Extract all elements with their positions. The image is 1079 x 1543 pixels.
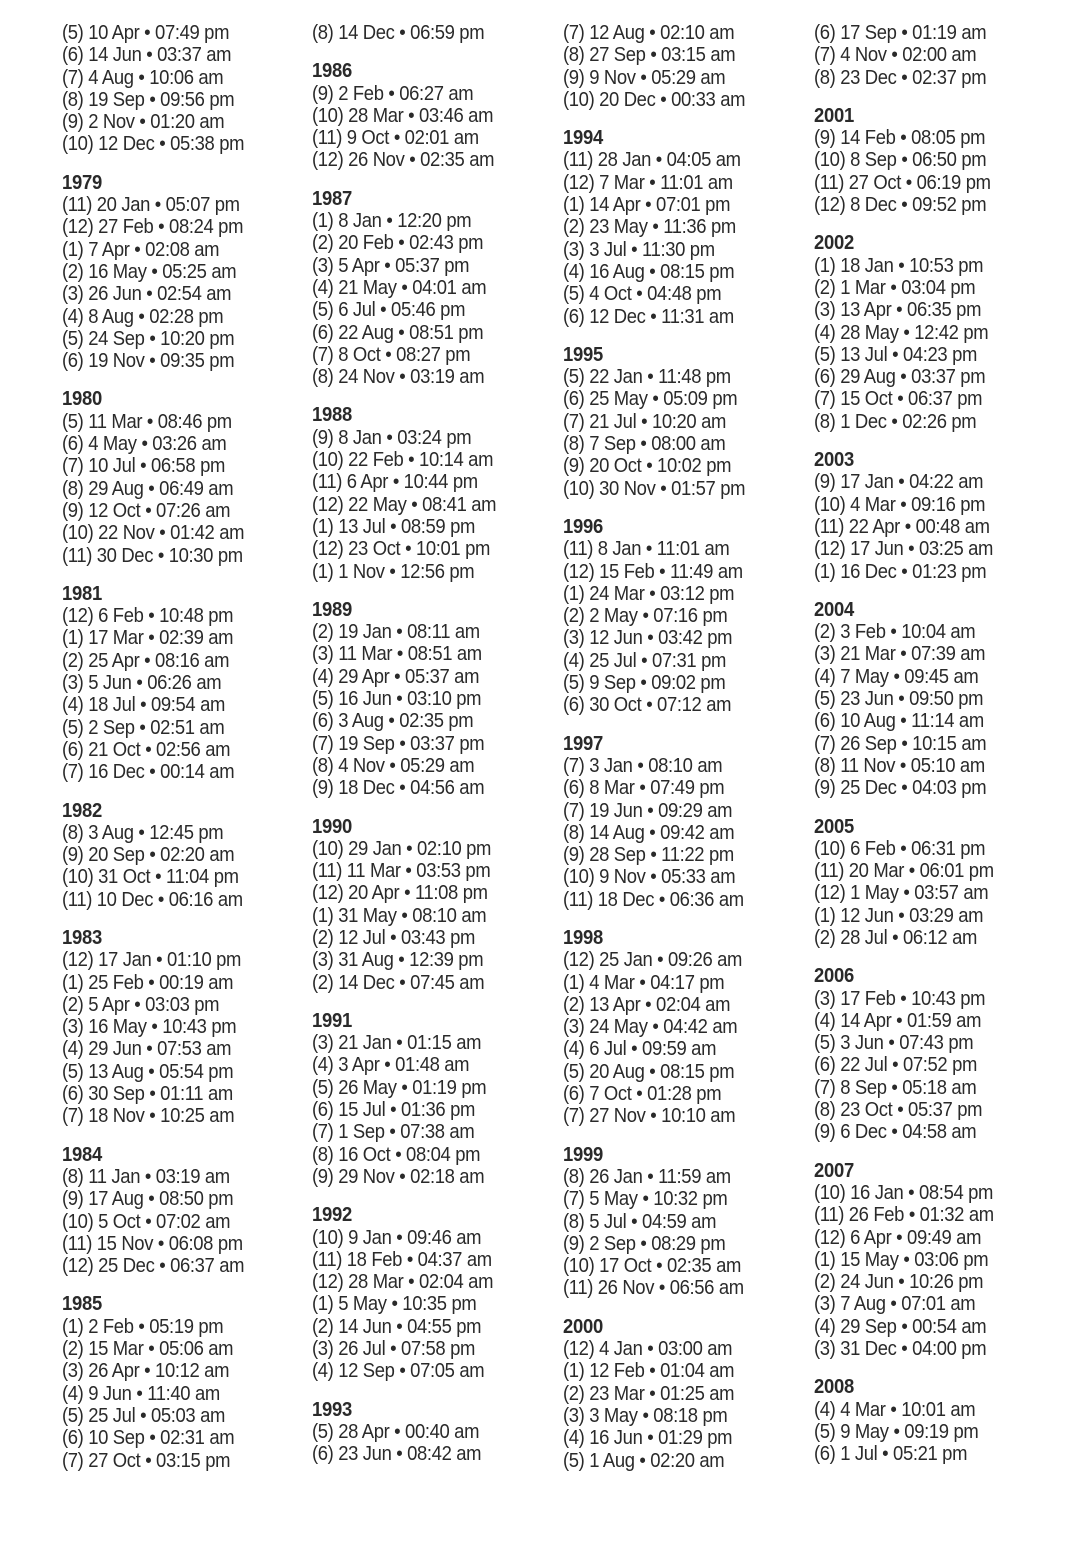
date-entry: (5) 6 Jul • 05:46 pm xyxy=(312,298,466,322)
date-entry: (1) 31 May • 08:10 am xyxy=(312,903,487,927)
date-entry: (10) 16 Jan • 08:54 pm xyxy=(814,1180,994,1204)
date-entry: (11) 18 Dec • 06:36 am xyxy=(563,887,744,911)
date-entry: (12) 17 Jun • 03:25 am xyxy=(814,537,994,561)
date-entry: (1) 8 Jan • 12:20 pm xyxy=(312,209,472,233)
year-section xyxy=(814,1160,1064,1361)
date-entry: (12) 6 Apr • 09:49 am xyxy=(814,1225,982,1249)
date-entry: (4) 6 Jul • 09:59 am xyxy=(563,1037,717,1061)
date-entry: (11) 15 Nov • 06:08 pm xyxy=(62,1231,243,1255)
date-entry: (4) 28 May • 12:42 pm xyxy=(814,320,989,344)
date-entry: (9) 2 Sep • 08:29 pm xyxy=(563,1231,726,1255)
date-entry: (6) 25 May • 05:09 pm xyxy=(563,387,738,411)
date-entry: (12) 28 Mar • 02:04 am xyxy=(312,1270,494,1294)
date-entry: (2) 3 Feb • 10:04 am xyxy=(814,620,976,644)
date-entry: (4) 29 Apr • 05:37 am xyxy=(312,664,480,688)
year-heading: 2001 xyxy=(814,103,854,127)
date-entry: (9) 17 Aug • 08:50 pm xyxy=(62,1187,234,1211)
year-section xyxy=(814,965,1064,1143)
date-entry: (3) 31 Dec • 04:00 pm xyxy=(814,1337,987,1361)
date-entry: (8) 29 Aug • 06:49 am xyxy=(62,476,234,500)
date-entry: (4) 4 Mar • 10:01 am xyxy=(814,1397,976,1421)
date-entry: (1) 16 Dec • 01:23 pm xyxy=(814,559,987,583)
date-entry: (6) 17 Sep • 01:19 am xyxy=(814,21,987,44)
year-section xyxy=(312,816,562,994)
year-heading: 2005 xyxy=(814,814,854,838)
date-entry: (7) 21 Jul • 10:20 am xyxy=(563,409,726,433)
year-heading: 1983 xyxy=(62,925,102,949)
date-entry: (10) 22 Nov • 01:42 am xyxy=(62,521,245,545)
date-entry: (7) 3 Jan • 08:10 am xyxy=(563,753,723,777)
date-entry: (8) 23 Oct • 05:37 pm xyxy=(814,1098,983,1122)
date-entry: (7) 15 Oct • 06:37 pm xyxy=(814,387,983,411)
date-entry: (1) 1 Nov • 12:56 pm xyxy=(312,559,475,583)
date-entry: (5) 23 Jun • 09:50 pm xyxy=(814,687,984,711)
date-entry: (4) 29 Jun • 07:53 am xyxy=(62,1037,232,1061)
date-entry: (6) 29 Aug • 03:37 pm xyxy=(814,365,986,389)
date-entry: (4) 9 Jun • 11:40 am xyxy=(62,1381,220,1405)
date-entry: (8) 24 Nov • 03:19 am xyxy=(312,365,485,389)
date-entry: (7) 27 Nov • 10:10 am xyxy=(563,1104,736,1128)
date-entry: (7) 10 Jul • 06:58 pm xyxy=(62,454,225,478)
date-entry: (5) 28 Apr • 00:40 am xyxy=(312,1419,480,1443)
year-heading: 1992 xyxy=(312,1203,352,1227)
year-section xyxy=(62,172,312,373)
date-entry: (12) 23 Oct • 10:01 pm xyxy=(312,537,491,561)
date-entry: (5) 13 Jul • 04:23 pm xyxy=(814,342,977,366)
date-entry: (6) 10 Sep • 02:31 am xyxy=(62,1426,235,1450)
date-entry: (5) 4 Oct • 04:48 pm xyxy=(563,282,722,306)
date-entry: (3) 12 Jun • 03:42 pm xyxy=(563,626,733,650)
date-entry: (9) 2 Feb • 06:27 am xyxy=(312,81,474,105)
date-entry: (8) 14 Aug • 09:42 am xyxy=(563,820,735,844)
date-entry: (4) 21 May • 04:01 am xyxy=(312,275,487,299)
date-entry: (2) 1 Mar • 03:04 pm xyxy=(814,275,976,299)
date-entry: (1) 4 Mar • 04:17 pm xyxy=(563,970,725,994)
year-heading: 2000 xyxy=(563,1314,603,1338)
date-entry: (12) 22 May • 08:41 am xyxy=(312,492,497,516)
date-entry: (6) 3 Aug • 02:35 pm xyxy=(312,709,474,733)
date-entry: (3) 5 Jun • 06:26 am xyxy=(62,671,222,695)
year-section xyxy=(814,1376,1064,1465)
date-entry: (5) 3 Jun • 07:43 pm xyxy=(814,1031,974,1055)
date-entry: (6) 12 Dec • 11:31 am xyxy=(563,304,734,328)
date-entry: (8) 11 Nov • 05:10 am xyxy=(814,753,985,777)
year-heading: 1997 xyxy=(563,731,603,755)
date-entry: (7) 19 Sep • 03:37 pm xyxy=(312,731,485,755)
date-entry: (6) 19 Nov • 09:35 pm xyxy=(62,349,235,373)
date-entry: (11) 28 Jan • 04:05 am xyxy=(563,148,741,172)
date-entry: (10) 22 Feb • 10:14 am xyxy=(312,448,494,472)
date-entry: (7) 1 Sep • 07:38 am xyxy=(312,1120,475,1144)
date-entry: (3) 13 Apr • 06:35 pm xyxy=(814,298,982,322)
year-heading: 1984 xyxy=(62,1142,102,1166)
date-entry: (8) 19 Sep • 09:56 pm xyxy=(62,87,235,111)
year-section xyxy=(312,60,562,171)
date-entry: (3) 5 Apr • 05:37 pm xyxy=(312,253,470,277)
date-entry: (5) 1 Aug • 02:20 am xyxy=(563,1448,725,1472)
date-entry: (7) 8 Sep • 05:18 am xyxy=(814,1075,977,1099)
date-entry: (10) 5 Oct • 07:02 am xyxy=(62,1209,231,1233)
year-section xyxy=(62,800,312,911)
date-entry: (5) 10 Apr • 07:49 pm xyxy=(62,21,230,44)
date-entry: (3) 26 Jul • 07:58 pm xyxy=(312,1337,475,1361)
date-entry: (10) 9 Jan • 09:46 am xyxy=(312,1225,482,1249)
date-entry: (3) 3 Jul • 11:30 pm xyxy=(563,237,715,261)
date-entry: (4) 8 Aug • 02:28 pm xyxy=(62,304,224,328)
date-entry: (8) 11 Jan • 03:19 am xyxy=(62,1164,230,1188)
date-entry: (2) 24 Jun • 10:26 pm xyxy=(814,1270,984,1294)
column-1 xyxy=(62,22,312,1472)
date-entry: (9) 2 Nov • 01:20 am xyxy=(62,110,225,134)
date-entry: (12) 27 Feb • 08:24 pm xyxy=(62,215,244,239)
date-entry: (11) 20 Jan • 05:07 pm xyxy=(62,193,240,217)
year-section xyxy=(312,1399,562,1466)
date-entry: (7) 27 Oct • 03:15 pm xyxy=(62,1448,231,1472)
date-entry: (4) 7 May • 09:45 am xyxy=(814,664,979,688)
date-entry: (9) 6 Dec • 04:58 am xyxy=(814,1120,977,1144)
date-entry: (3) 24 May • 04:42 am xyxy=(563,1015,738,1039)
date-entry: (5) 11 Mar • 08:46 pm xyxy=(62,409,232,433)
year-section xyxy=(563,927,813,1128)
year-heading: 1996 xyxy=(563,514,603,538)
year-section xyxy=(62,1293,312,1471)
date-entry: (4) 16 Aug • 08:15 pm xyxy=(563,259,735,283)
date-entry: (11) 10 Dec • 06:16 am xyxy=(62,887,243,911)
date-entry: (8) 1 Dec • 02:26 pm xyxy=(814,409,977,433)
date-entry: (11) 11 Mar • 03:53 pm xyxy=(312,859,491,883)
year-section xyxy=(312,404,562,582)
date-entry: (11) 26 Nov • 06:56 am xyxy=(563,1276,744,1300)
date-entry: (11) 8 Jan • 11:01 am xyxy=(563,537,730,561)
date-entry: (2) 16 May • 05:25 am xyxy=(62,259,237,283)
date-entry: (10) 6 Feb • 06:31 pm xyxy=(814,836,986,860)
date-entry: (6) 7 Oct • 01:28 pm xyxy=(563,1082,722,1106)
date-entry: (8) 5 Jul • 04:59 am xyxy=(563,1209,717,1233)
year-section xyxy=(814,816,1064,950)
date-entry: (3) 11 Mar • 08:51 am xyxy=(312,642,482,666)
date-entry: (10) 29 Jan • 02:10 pm xyxy=(312,836,492,860)
date-entry: (3) 26 Jun • 02:54 am xyxy=(62,282,232,306)
year-section xyxy=(814,599,1064,800)
date-entry: (5) 16 Jun • 03:10 pm xyxy=(312,687,482,711)
date-entry: (2) 23 May • 11:36 pm xyxy=(563,215,736,239)
date-entry: (1) 12 Jun • 03:29 am xyxy=(814,903,984,927)
date-entry: (5) 2 Sep • 02:51 am xyxy=(62,715,225,739)
date-entry: (9) 29 Nov • 02:18 am xyxy=(312,1164,485,1188)
date-entry: (7) 19 Jun • 09:29 am xyxy=(563,798,733,822)
date-entry: (4) 3 Apr • 01:48 am xyxy=(312,1053,470,1077)
date-entry: (5) 9 May • 09:19 pm xyxy=(814,1419,979,1443)
date-entry: (9) 12 Oct • 07:26 am xyxy=(62,498,231,522)
date-entry: (3) 21 Jan • 01:15 am xyxy=(312,1031,482,1055)
year-section xyxy=(312,1204,562,1382)
date-entry: (8) 23 Dec • 02:37 pm xyxy=(814,65,987,89)
date-entry: (8) 26 Jan • 11:59 am xyxy=(563,1164,731,1188)
year-heading: 2002 xyxy=(814,231,854,255)
year-heading: 1990 xyxy=(312,814,352,838)
date-entry: (1) 15 May • 03:06 pm xyxy=(814,1247,989,1271)
year-heading: 1993 xyxy=(312,1397,352,1421)
date-entry: (8) 7 Sep • 08:00 am xyxy=(563,432,726,456)
date-entry: (9) 18 Dec • 04:56 am xyxy=(312,776,485,800)
year-section xyxy=(814,449,1064,583)
year-heading: 1986 xyxy=(312,59,352,83)
date-entry: (6) 8 Mar • 07:49 pm xyxy=(563,776,725,800)
date-entry: (11) 26 Feb • 01:32 am xyxy=(814,1203,994,1227)
date-entry: (7) 26 Sep • 10:15 am xyxy=(814,731,987,755)
date-entry: (6) 22 Jul • 07:52 pm xyxy=(814,1053,977,1077)
date-entry: (10) 12 Dec • 05:38 pm xyxy=(62,132,245,156)
date-entry: (10) 28 Mar • 03:46 am xyxy=(312,103,494,127)
year-section xyxy=(814,105,1064,216)
date-entry: (10) 8 Sep • 06:50 pm xyxy=(814,148,987,172)
date-entry: (9) 9 Nov • 05:29 am xyxy=(563,65,726,89)
date-entry: (7) 4 Nov • 02:00 am xyxy=(814,43,977,67)
date-entry: (2) 23 Mar • 01:25 am xyxy=(563,1381,735,1405)
date-entry: (11) 22 Apr • 00:48 am xyxy=(814,514,990,538)
year-section xyxy=(563,1316,813,1472)
year-section xyxy=(563,22,813,111)
year-section xyxy=(312,22,562,44)
date-entry: (11) 9 Oct • 02:01 am xyxy=(312,126,479,150)
date-entry: (4) 16 Jun • 01:29 pm xyxy=(563,1426,733,1450)
year-section xyxy=(563,516,813,717)
year-heading: 1994 xyxy=(563,126,603,150)
date-entry: (3) 7 Aug • 07:01 am xyxy=(814,1292,976,1316)
date-entry: (12) 4 Jan • 03:00 am xyxy=(563,1337,733,1361)
date-entry: (5) 25 Jul • 05:03 am xyxy=(62,1403,225,1427)
date-entry: (3) 16 May • 10:43 pm xyxy=(62,1015,237,1039)
date-entry: (12) 17 Jan • 01:10 pm xyxy=(62,948,242,972)
date-entry: (3) 17 Feb • 10:43 pm xyxy=(814,986,986,1010)
year-section xyxy=(312,188,562,389)
date-entry: (1) 13 Jul • 08:59 pm xyxy=(312,514,475,538)
date-entry: (12) 7 Mar • 11:01 am xyxy=(563,170,733,194)
date-entry: (8) 14 Dec • 06:59 pm xyxy=(312,21,485,44)
column-3 xyxy=(563,22,813,1472)
year-section xyxy=(62,583,312,784)
date-entry: (4) 18 Jul • 09:54 am xyxy=(62,693,225,717)
date-entry: (8) 4 Nov • 05:29 am xyxy=(312,753,475,777)
date-entry: (12) 25 Jan • 09:26 am xyxy=(563,948,743,972)
year-section xyxy=(62,927,312,1128)
date-entry: (10) 31 Oct • 11:04 pm xyxy=(62,865,239,889)
date-entry: (8) 3 Aug • 12:45 pm xyxy=(62,820,224,844)
date-entry: (7) 16 Dec • 00:14 am xyxy=(62,760,235,784)
date-entry: (1) 25 Feb • 00:19 am xyxy=(62,970,234,994)
column-4 xyxy=(814,22,1064,1466)
date-entry: (6) 30 Oct • 07:12 am xyxy=(563,693,732,717)
date-entry: (4) 29 Sep • 00:54 am xyxy=(814,1314,987,1338)
date-listing-page xyxy=(0,22,1079,1522)
date-entry: (2) 28 Jul • 06:12 am xyxy=(814,925,977,949)
date-entry: (5) 22 Jan • 11:48 pm xyxy=(563,365,731,389)
date-entry: (6) 14 Jun • 03:37 am xyxy=(62,43,232,67)
date-entry: (6) 15 Jul • 01:36 pm xyxy=(312,1098,475,1122)
year-heading: 2003 xyxy=(814,448,854,472)
year-section xyxy=(814,232,1064,433)
date-entry: (2) 5 Apr • 03:03 pm xyxy=(62,992,220,1016)
year-heading: 2004 xyxy=(814,597,854,621)
date-entry: (9) 8 Jan • 03:24 pm xyxy=(312,425,472,449)
date-entry: (2) 2 May • 07:16 pm xyxy=(563,604,728,628)
date-entry: (11) 20 Mar • 06:01 pm xyxy=(814,859,994,883)
year-heading: 2007 xyxy=(814,1158,854,1182)
year-heading: 2006 xyxy=(814,964,854,988)
year-heading: 1979 xyxy=(62,170,102,194)
date-entry: (7) 18 Nov • 10:25 am xyxy=(62,1104,235,1128)
year-section xyxy=(312,1010,562,1188)
year-heading: 1987 xyxy=(312,186,352,210)
date-entry: (2) 25 Apr • 08:16 am xyxy=(62,648,230,672)
date-entry: (6) 23 Jun • 08:42 am xyxy=(312,1442,482,1466)
year-heading: 1982 xyxy=(62,798,102,822)
date-entry: (3) 21 Mar • 07:39 am xyxy=(814,642,986,666)
date-entry: (1) 24 Mar • 03:12 pm xyxy=(563,581,735,605)
date-entry: (4) 25 Jul • 07:31 pm xyxy=(563,648,726,672)
year-section xyxy=(563,344,813,500)
date-entry: (5) 24 Sep • 10:20 pm xyxy=(62,326,235,350)
date-entry: (6) 21 Oct • 02:56 am xyxy=(62,737,231,761)
date-entry: (1) 7 Apr • 02:08 am xyxy=(62,237,220,261)
date-entry: (10) 17 Oct • 02:35 am xyxy=(563,1254,742,1278)
year-section xyxy=(62,22,312,156)
date-entry: (9) 17 Jan • 04:22 am xyxy=(814,470,984,494)
date-entry: (10) 9 Nov • 05:33 am xyxy=(563,865,736,889)
date-entry: (12) 20 Apr • 11:08 pm xyxy=(312,881,488,905)
date-entry: (1) 18 Jan • 10:53 pm xyxy=(814,253,984,277)
year-heading: 1980 xyxy=(62,387,102,411)
date-entry: (3) 3 May • 08:18 pm xyxy=(563,1403,728,1427)
year-section xyxy=(563,127,813,328)
date-entry: (9) 25 Dec • 04:03 pm xyxy=(814,776,987,800)
year-heading: 1981 xyxy=(62,581,102,605)
date-entry: (3) 31 Aug • 12:39 pm xyxy=(312,948,484,972)
date-entry: (10) 4 Mar • 09:16 pm xyxy=(814,492,986,516)
year-heading: 1995 xyxy=(563,342,603,366)
year-heading: 1985 xyxy=(62,1292,102,1316)
date-entry: (4) 14 Apr • 01:59 am xyxy=(814,1008,982,1032)
date-entry: (3) 26 Apr • 10:12 am xyxy=(62,1359,230,1383)
date-entry: (2) 20 Feb • 02:43 pm xyxy=(312,231,484,255)
date-entry: (10) 20 Dec • 00:33 am xyxy=(563,87,746,111)
date-entry: (5) 26 May • 01:19 pm xyxy=(312,1075,487,1099)
date-entry: (6) 1 Jul • 05:21 pm xyxy=(814,1442,968,1466)
date-entry: (12) 6 Feb • 10:48 pm xyxy=(62,604,234,628)
date-entry: (11) 30 Dec • 10:30 pm xyxy=(62,543,243,567)
date-entry: (12) 15 Feb • 11:49 am xyxy=(563,559,743,583)
year-heading: 1998 xyxy=(563,925,603,949)
year-heading: 1999 xyxy=(563,1142,603,1166)
date-entry: (1) 14 Apr • 07:01 pm xyxy=(563,193,731,217)
year-section xyxy=(563,733,813,911)
date-entry: (2) 14 Dec • 07:45 am xyxy=(312,970,485,994)
date-entry: (2) 13 Apr • 02:04 am xyxy=(563,992,731,1016)
date-entry: (6) 10 Aug • 11:14 am xyxy=(814,709,984,733)
date-entry: (2) 15 Mar • 05:06 am xyxy=(62,1337,234,1361)
date-entry: (9) 28 Sep • 11:22 pm xyxy=(563,843,734,867)
date-entry: (7) 8 Oct • 08:27 pm xyxy=(312,342,471,366)
date-entry: (11) 18 Feb • 04:37 am xyxy=(312,1247,492,1271)
date-entry: (6) 4 May • 03:26 am xyxy=(62,432,227,456)
date-entry: (2) 14 Jun • 04:55 pm xyxy=(312,1314,482,1338)
date-entry: (1) 5 May • 10:35 pm xyxy=(312,1292,477,1316)
date-entry: (9) 20 Sep • 02:20 am xyxy=(62,843,235,867)
date-entry: (7) 4 Aug • 10:06 am xyxy=(62,65,224,89)
date-entry: (11) 27 Oct • 06:19 pm xyxy=(814,170,991,194)
year-heading: 1988 xyxy=(312,403,352,427)
date-entry: (5) 13 Aug • 05:54 pm xyxy=(62,1059,234,1083)
date-entry: (1) 12 Feb • 01:04 am xyxy=(563,1359,735,1383)
date-entry: (11) 6 Apr • 10:44 pm xyxy=(312,470,478,494)
date-entry: (7) 12 Aug • 02:10 am xyxy=(563,21,735,44)
column-2 xyxy=(312,22,562,1466)
year-section xyxy=(563,1144,813,1300)
year-section xyxy=(62,388,312,566)
year-section xyxy=(312,599,562,800)
year-section xyxy=(814,22,1064,89)
date-entry: (2) 19 Jan • 08:11 am xyxy=(312,620,480,644)
date-entry: (6) 22 Aug • 08:51 pm xyxy=(312,320,484,344)
year-heading: 2008 xyxy=(814,1375,854,1399)
date-entry: (5) 9 Sep • 09:02 pm xyxy=(563,671,726,695)
year-heading: 1989 xyxy=(312,597,352,621)
date-entry: (12) 25 Dec • 06:37 am xyxy=(62,1254,245,1278)
date-entry: (4) 12 Sep • 07:05 am xyxy=(312,1359,485,1383)
date-entry: (12) 26 Nov • 02:35 am xyxy=(312,148,495,172)
date-entry: (9) 14 Feb • 08:05 pm xyxy=(814,126,986,150)
date-entry: (12) 1 May • 03:57 am xyxy=(814,881,989,905)
date-entry: (1) 17 Mar • 02:39 am xyxy=(62,626,234,650)
date-entry: (2) 12 Jul • 03:43 pm xyxy=(312,925,475,949)
date-entry: (10) 30 Nov • 01:57 pm xyxy=(563,476,746,500)
year-section xyxy=(62,1144,312,1278)
year-heading: 1991 xyxy=(312,1008,352,1032)
date-entry: (6) 30 Sep • 01:11 am xyxy=(62,1082,233,1106)
date-entry: (12) 8 Dec • 09:52 pm xyxy=(814,193,987,217)
date-entry: (8) 16 Oct • 08:04 pm xyxy=(312,1142,481,1166)
date-entry: (9) 20 Oct • 10:02 pm xyxy=(563,454,732,478)
date-entry: (1) 2 Feb • 05:19 pm xyxy=(62,1314,224,1338)
date-entry: (7) 5 May • 10:32 pm xyxy=(563,1187,728,1211)
date-entry: (8) 27 Sep • 03:15 am xyxy=(563,43,736,67)
date-entry: (5) 20 Aug • 08:15 pm xyxy=(563,1059,735,1083)
